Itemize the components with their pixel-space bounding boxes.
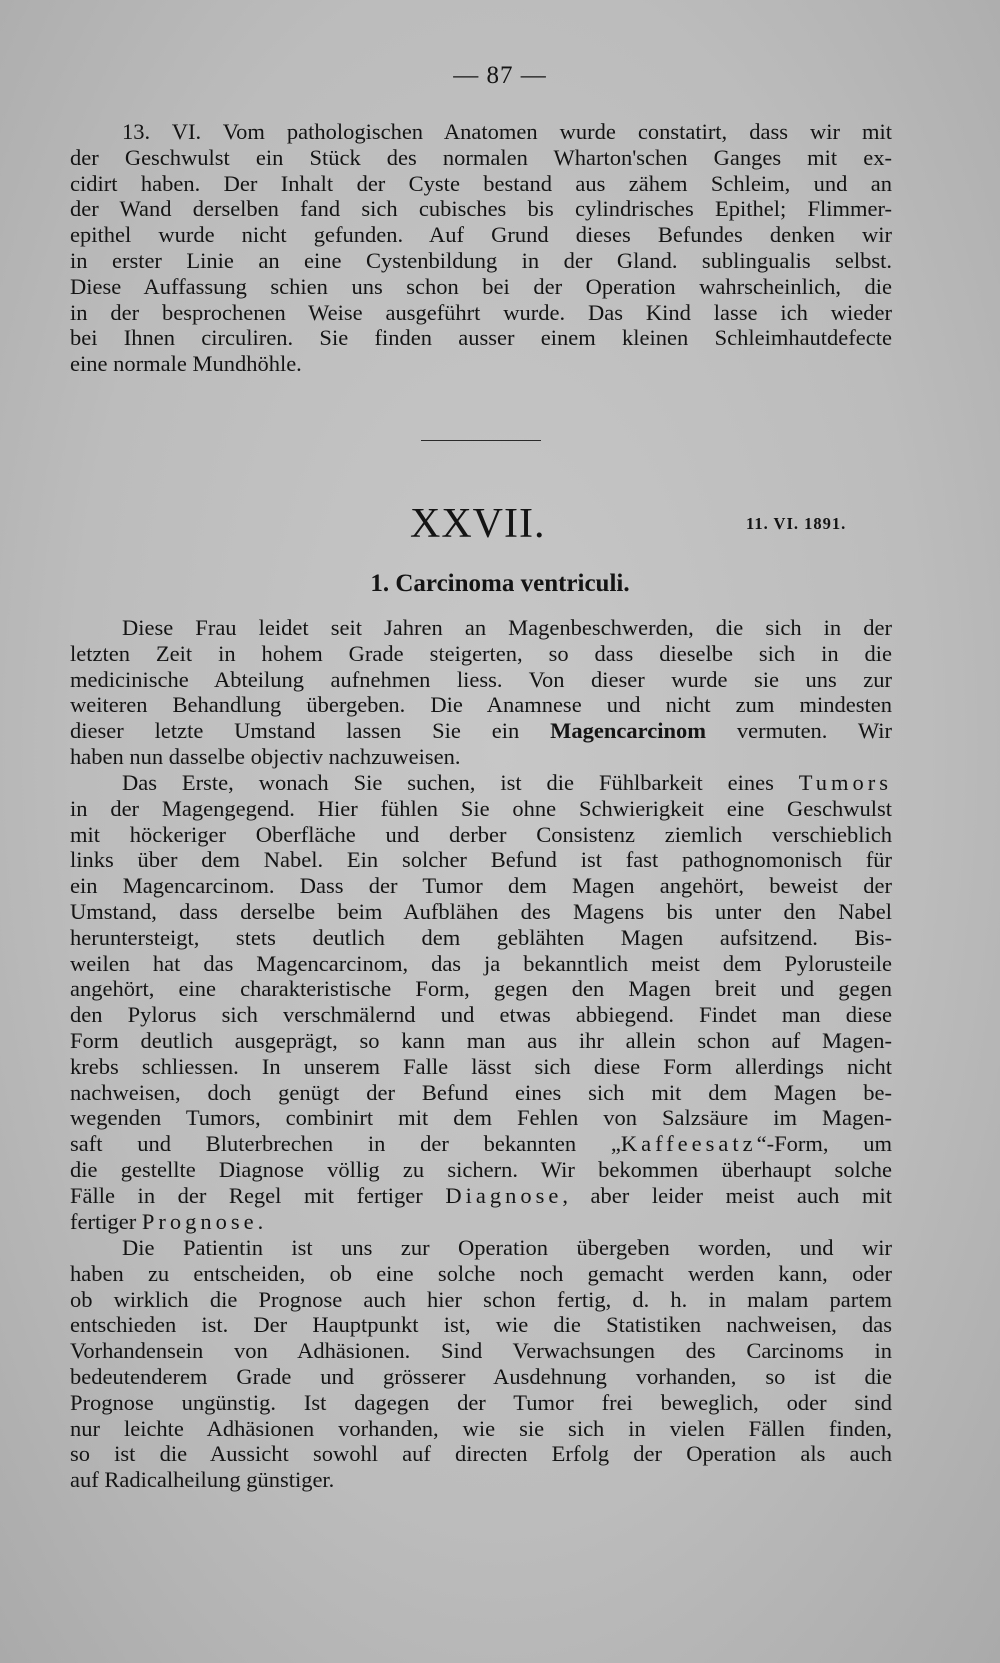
text-line: der Wand derselben fand sich cubisches bis cylindrisches Epithel; Flimmer- (70, 196, 892, 222)
emphasized-term: Magencarcinom (550, 718, 706, 744)
text-line: Diese Frau leidet seit Jahren an Magenbeschwerden, die sich in der (122, 615, 892, 640)
text-segment: vermuten. Wir (705, 718, 892, 744)
case-paragraph-2 (70, 770, 892, 1234)
text-line: Diese Auffassung schien uns schon bei der Operation wahrscheinlich, die (70, 273, 892, 299)
text-line (70, 718, 892, 744)
text-line: auf Radicalheilung günstiger. (70, 1467, 335, 1493)
previous-case-paragraph (70, 119, 892, 377)
spaced-term: Tumors (798, 770, 892, 795)
text-line: letzten Zeit in hohem Grade steigerten, so dass dieselbe sich in die (70, 640, 892, 666)
text-segment: fertiger (70, 1208, 142, 1234)
text-line: der Geschwulst ein Stück des normalen Wharton'schen Ganges mit ex- (70, 144, 892, 170)
text-line: haben zu entscheiden, ob eine solche noch gemacht werden kann, oder (70, 1260, 892, 1286)
text-line: nur leichte Adhäsionen vorhanden, wie sie sich in vielen Fällen finden, (70, 1415, 892, 1441)
text-line: heruntersteigt, stets deutlich dem geblähten Magen aufsitzend. Bis- (70, 924, 892, 950)
text-segment: . (257, 1208, 264, 1234)
text-line: 13. VI. Vom pathologischen Anatomen wurde constatirt, dass wir mit (122, 119, 892, 144)
text-line: wegenden Tumors, combinirt mit dem Fehlen von Salzsäure im Magen- (70, 1105, 892, 1131)
text-line: so ist die Aussicht sowohl auf directen Erfolg der Operation als auch (70, 1441, 892, 1467)
text-line: entschieden ist. Der Hauptpunkt ist, wie die Statistiken nachweisen, das (70, 1312, 892, 1338)
text-segment: Fälle in der Regel mit fertiger (70, 1182, 446, 1208)
text-segment: Das Erste, wonach Sie suchen, ist die Fühlbarkeit eines (122, 770, 799, 795)
spaced-term: Kaffeesatz (620, 1131, 757, 1157)
text-line: Die Patientin ist uns zur Operation übergeben worden, und wir (122, 1235, 892, 1260)
page-number: — 87 — (453, 62, 547, 89)
text-line: weilen hat das Magencarcinom, das ja bekanntlich meist dem Pylorusteile (70, 950, 892, 976)
text-line: die gestellte Diagnose völlig zu sichern. Wir bekommen überhaupt solche (70, 1156, 892, 1182)
text-line: Umstand, dass derselbe beim Aufblähen des Magens bis unter den Nabel (70, 898, 892, 924)
section-numeral: XXVII. (410, 501, 546, 547)
spaced-term: Prognose (141, 1208, 258, 1234)
text-line: cidirt haben. Der Inhalt der Cyste bestand aus zähem Schleim, und an (70, 170, 892, 196)
text-segment: saft und Bluterbrechen in der bekannten „ (70, 1131, 621, 1157)
text-line: Prognose ungünstig. Ist dagegen der Tumor frei beweglich, oder sind (70, 1389, 892, 1415)
text-line (70, 1209, 892, 1235)
text-line: Form deutlich ausgeprägt, so kann man aus ihr allein schon auf Magen- (70, 1027, 892, 1053)
case-title: 1. Carcinoma ventriculi. (370, 570, 630, 597)
section-divider (421, 440, 541, 441)
text-line: in der besprochenen Weise ausgeführt wurde. Das Kind lasse ich wieder (70, 299, 892, 325)
text-line: angehört, eine charakteristische Form, gegen den Magen breit und gegen (70, 976, 892, 1002)
text-line: ob wirklich die Prognose auch hier schon fertig, d. h. in malam partem (70, 1286, 892, 1312)
text-segment: “-Form, um (756, 1131, 892, 1157)
spaced-term: Diagnose (445, 1182, 563, 1208)
case-paragraph-1 (70, 615, 892, 770)
text-line: in erster Linie an eine Cystenbildung in der Gland. sublingualis selbst. (70, 247, 892, 273)
text-line: nachweisen, doch genügt der Befund eines sich mit dem Magen be- (70, 1079, 892, 1105)
text-line: weiteren Behandlung übergeben. Die Anamnese und nicht zum mindesten (70, 692, 892, 718)
text-line: den Pylorus sich verschmälernd und etwas abbiegend. Findet man diese (70, 1002, 892, 1028)
text-line: mit höckeriger Oberfläche und derber Consistenz ziemlich verschieblich (70, 821, 892, 847)
text-line (70, 770, 892, 796)
text-line (70, 1131, 892, 1157)
section-date: 11. VI. 1891. (746, 514, 847, 533)
case-paragraph-3 (70, 1235, 892, 1493)
text-line: bedeutenderem Grade und grösserer Ausdehnung vorhanden, so ist die (70, 1363, 892, 1389)
text-line: ein Magencarcinom. Dass der Tumor dem Magen angehört, beweist der (70, 873, 892, 899)
text-line: in der Magengegend. Hier fühlen Sie ohne Schwierigkeit eine Geschwulst (70, 795, 892, 821)
text-line: medicinische Abteilung aufnehmen liess. Von dieser wurde sie uns zur (70, 666, 892, 692)
text-line: Vorhandensein von Adhäsionen. Sind Verwachsungen des Carcinoms in (70, 1338, 892, 1364)
text-line: eine normale Mundhöhle. (70, 351, 302, 377)
text-line: bei Ihnen circuliren. Sie finden ausser einem kleinen Schleimhautdefecte (70, 325, 892, 351)
text-segment: , aber leider meist auch mit (562, 1182, 892, 1208)
text-line: haben nun dasselbe objectiv nachzuweisen. (70, 743, 461, 769)
text-segment: dieser letzte Umstand lassen Sie ein (70, 718, 551, 744)
text-line: links über dem Nabel. Ein solcher Befund ist fast pathognomonisch für (70, 847, 892, 873)
text-line: krebs schliessen. In unserem Falle lässt sich diese Form allerdings nicht (70, 1053, 892, 1079)
text-line (70, 1183, 892, 1209)
text-line: epithel wurde nicht gefunden. Auf Grund dieses Befundes denken wir (70, 222, 892, 248)
